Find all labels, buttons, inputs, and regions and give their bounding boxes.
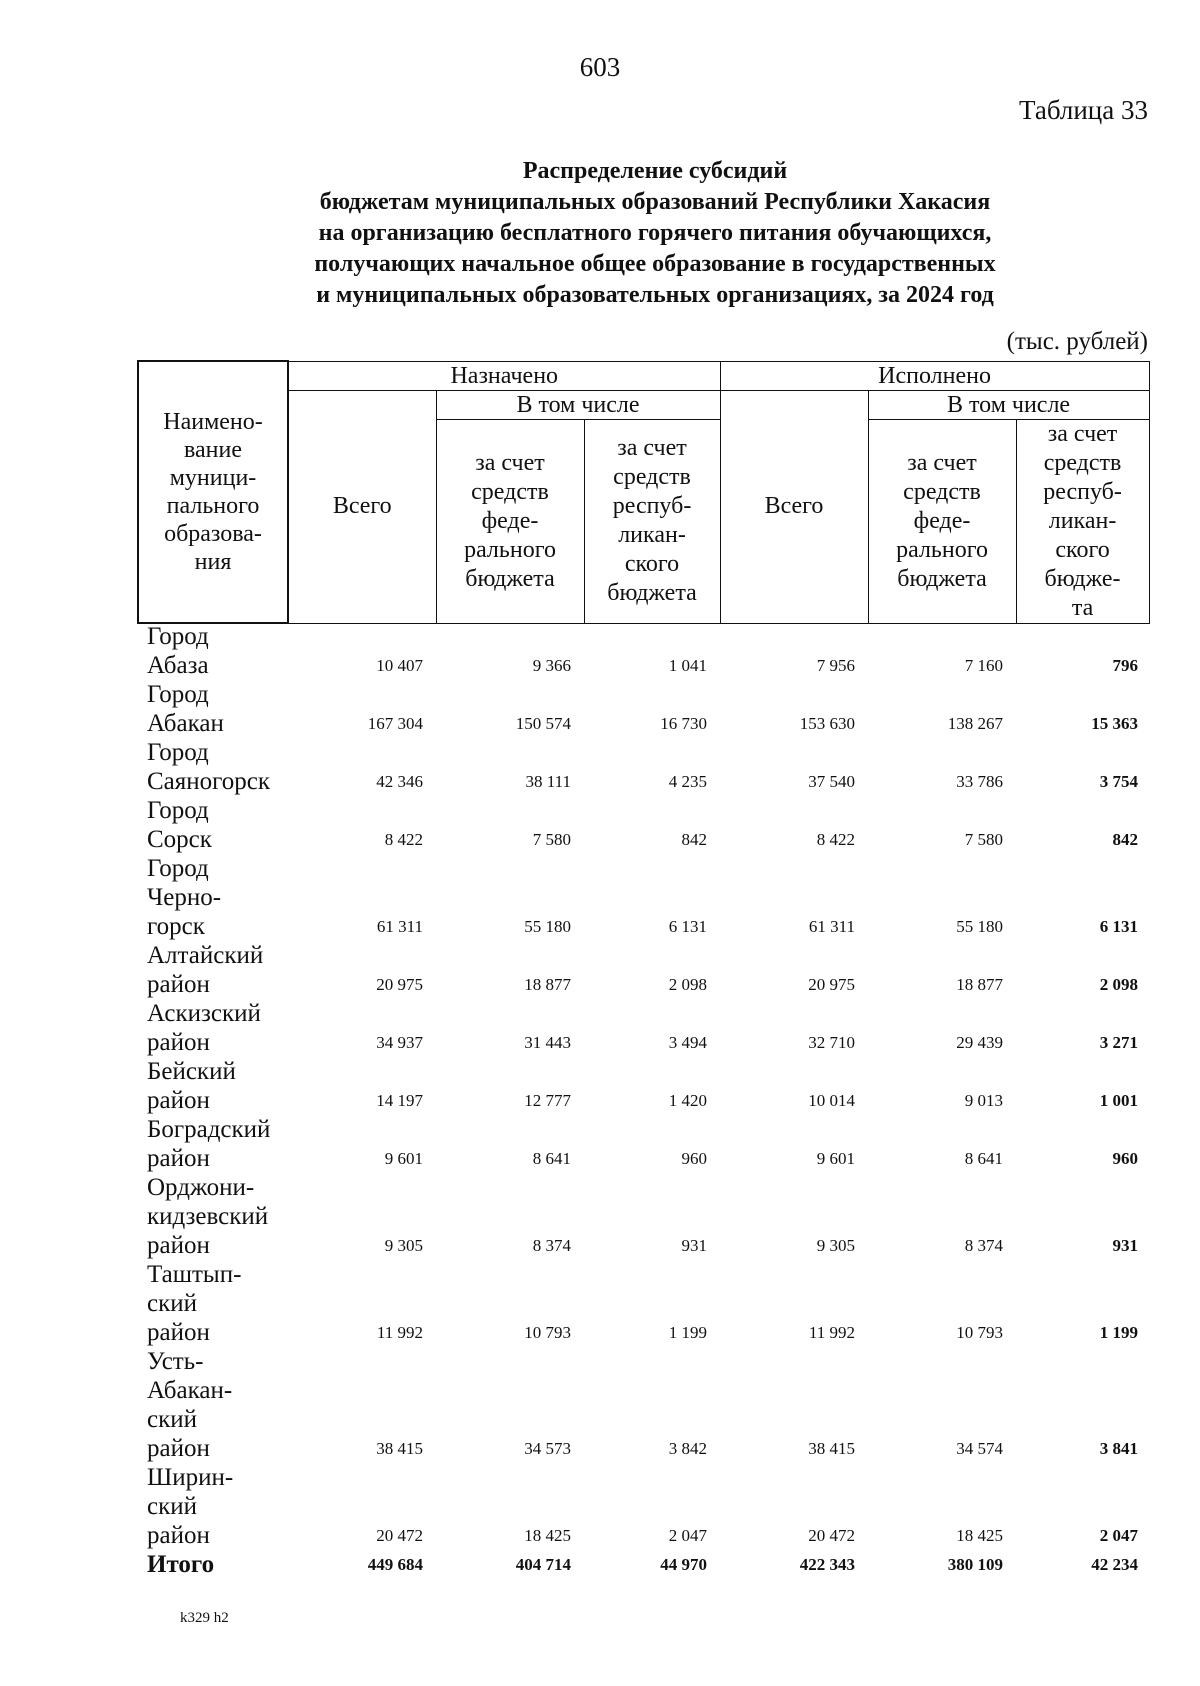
value-cell: 44 970: [660, 1555, 707, 1574]
value-cell: 2 098: [1099, 975, 1138, 994]
table-row: [137, 738, 1148, 796]
unit-label: (тыс. рублей): [1006, 328, 1148, 355]
value-cell: 6 131: [1099, 917, 1138, 936]
value-cell: 18 877: [524, 975, 571, 994]
value-cell: 1 199: [668, 1323, 707, 1342]
value-cell: 61 311: [808, 917, 855, 936]
value-cell: 38 415: [376, 1439, 423, 1458]
value-cell: 8 374: [532, 1236, 571, 1255]
municipality-name: Ширин- ский район: [147, 1464, 234, 1549]
value-cell: 960: [681, 1149, 707, 1168]
value-cell: 1 041: [668, 656, 707, 675]
value-cell: 14 197: [376, 1091, 423, 1110]
header-executed-federal: за счет средств феде- рального бюджета: [868, 419, 1016, 623]
value-cell: 16 730: [660, 714, 707, 733]
municipality-name: Бейский район: [147, 1058, 236, 1114]
value-cell: 9 013: [964, 1091, 1003, 1110]
table-row: [137, 1347, 1148, 1463]
value-cell: 9 601: [816, 1149, 855, 1168]
value-cell: 29 439: [956, 1033, 1003, 1052]
value-cell: 4 235: [668, 772, 707, 791]
table-header: [137, 360, 1150, 624]
value-cell: 153 630: [799, 714, 855, 733]
value-cell: 8 641: [532, 1149, 571, 1168]
value-cell: 931: [681, 1236, 707, 1255]
total-row: [137, 1550, 1148, 1579]
table-row: [137, 1057, 1148, 1115]
value-cell: 15 363: [1091, 714, 1138, 733]
value-cell: 31 443: [524, 1033, 571, 1052]
value-cell: 9 601: [384, 1149, 423, 1168]
value-cell: 32 710: [808, 1033, 855, 1052]
value-cell: 1 199: [1099, 1323, 1138, 1342]
value-cell: 2 047: [668, 1526, 707, 1545]
municipality-name: Город Абакан: [147, 681, 224, 737]
value-cell: 150 574: [515, 714, 571, 733]
value-cell: 842: [681, 830, 707, 849]
header-executed-including: В том числе: [868, 390, 1149, 419]
value-cell: 7 580: [964, 830, 1003, 849]
municipality-name: Орджони- кидзевский район: [147, 1174, 269, 1259]
value-cell: 138 267: [947, 714, 1003, 733]
value-cell: 42 346: [376, 772, 423, 791]
table-row: [137, 1115, 1148, 1173]
value-cell: 11 992: [376, 1323, 423, 1342]
municipality-name: Город Черно- горск: [147, 855, 222, 940]
value-cell: 842: [1112, 830, 1138, 849]
value-cell: 8 641: [964, 1149, 1003, 1168]
value-cell: 10 793: [524, 1323, 571, 1342]
title-line: бюджетам муниципальных образований Республики Хакасия: [319, 189, 991, 215]
value-cell: 404 714: [515, 1555, 571, 1574]
municipality-name: Алтайский район: [147, 942, 264, 998]
value-cell: 34 574: [956, 1439, 1003, 1458]
value-cell: 20 975: [808, 975, 855, 994]
value-cell: 38 415: [808, 1439, 855, 1458]
value-cell: 7 160: [964, 656, 1003, 675]
title-line: на организацию бесплатного горячего питания обучающихся,: [318, 220, 992, 246]
value-cell: 1 420: [668, 1091, 707, 1110]
value-cell: 3 494: [668, 1033, 707, 1052]
table-row: [137, 796, 1148, 854]
table-number-label: Таблица 33: [1019, 95, 1148, 125]
value-cell: 37 540: [808, 772, 855, 791]
value-cell: 55 180: [956, 917, 1003, 936]
value-cell: 34 573: [524, 1439, 571, 1458]
table-row: [137, 941, 1148, 999]
title-line: Распределение субсидий: [522, 158, 788, 184]
title-line: и муниципальных образовательных организациях, за 2024 год: [316, 282, 994, 308]
value-cell: 34 937: [376, 1033, 423, 1052]
header-executed-republic: за счет средств респуб- ликан- ского бюдже- та: [1016, 419, 1149, 623]
table-title: [130, 156, 1180, 311]
value-cell: 9 305: [816, 1236, 855, 1255]
value-cell: 11 992: [808, 1323, 855, 1342]
table-row: [137, 680, 1148, 738]
municipality-name: Итого: [147, 1551, 215, 1578]
header-municipality: Наимено- вание муници- пального образова- ния: [138, 361, 288, 623]
municipality-name: Таштып- ский район: [147, 1261, 242, 1346]
value-cell: 422 343: [799, 1555, 855, 1574]
municipality-name: Боградский район: [147, 1116, 271, 1172]
value-cell: 380 109: [947, 1555, 1003, 1574]
value-cell: 42 234: [1091, 1555, 1138, 1574]
municipality-name: Аскизский район: [147, 1000, 261, 1056]
value-cell: 8 422: [384, 830, 423, 849]
value-cell: 33 786: [956, 772, 1003, 791]
page-number: 603: [579, 52, 621, 82]
value-cell: 3 271: [1099, 1033, 1138, 1052]
value-cell: 18 425: [956, 1526, 1003, 1545]
header-assigned-total: Всего: [288, 390, 436, 623]
value-cell: 10 014: [808, 1091, 855, 1110]
value-cell: 3 842: [668, 1439, 707, 1458]
value-cell: 9 366: [532, 656, 571, 675]
value-cell: 796: [1112, 656, 1138, 675]
header-assigned-federal: за счет средств феде- рального бюджета: [436, 419, 584, 623]
header-assigned: Назначено: [288, 361, 720, 390]
header-assigned-including: В том числе: [436, 390, 720, 419]
municipality-name: Город Сорск: [147, 797, 212, 853]
data-table: [137, 622, 1148, 1579]
header-executed-total: Всего: [720, 390, 868, 623]
municipality-name: Город Абаза: [147, 623, 209, 679]
value-cell: 7 956: [816, 656, 855, 675]
value-cell: 2 098: [668, 975, 707, 994]
value-cell: 167 304: [367, 714, 423, 733]
value-cell: 10 407: [376, 656, 423, 675]
value-cell: 8 422: [816, 830, 855, 849]
value-cell: 18 877: [956, 975, 1003, 994]
header-assigned-republic: за счет средств респуб- ликан- ского бюджета: [584, 419, 720, 623]
value-cell: 1 001: [1099, 1091, 1138, 1110]
table-row: [137, 1463, 1148, 1550]
table-row: [137, 999, 1148, 1057]
value-cell: 61 311: [376, 917, 423, 936]
value-cell: 2 047: [1099, 1526, 1138, 1545]
value-cell: 20 472: [376, 1526, 423, 1545]
value-cell: 18 425: [524, 1526, 571, 1545]
value-cell: 20 472: [808, 1526, 855, 1545]
value-cell: 931: [1112, 1236, 1138, 1255]
header-executed: Исполнено: [720, 361, 1149, 390]
value-cell: 38 111: [525, 772, 571, 791]
value-cell: 9 305: [384, 1236, 423, 1255]
value-cell: 20 975: [376, 975, 423, 994]
table-row: [137, 854, 1148, 941]
value-cell: 3 841: [1099, 1439, 1138, 1458]
value-cell: 8 374: [964, 1236, 1003, 1255]
value-cell: 12 777: [524, 1091, 571, 1110]
municipality-name: Усть- Абакан- ский район: [147, 1348, 233, 1462]
table-row: [137, 1173, 1148, 1260]
footer-code: k329 h2: [180, 1610, 229, 1626]
value-cell: 7 580: [532, 830, 571, 849]
value-cell: 55 180: [524, 917, 571, 936]
value-cell: 449 684: [367, 1555, 423, 1574]
value-cell: 960: [1112, 1149, 1138, 1168]
title-line: получающих начальное общее образование в государственных: [314, 251, 996, 277]
table-row: [137, 622, 1148, 680]
value-cell: 10 793: [956, 1323, 1003, 1342]
municipality-name: Город Саяногорск: [147, 739, 271, 795]
value-cell: 3 754: [1099, 772, 1138, 791]
table-row: [137, 1260, 1148, 1347]
value-cell: 6 131: [668, 917, 707, 936]
